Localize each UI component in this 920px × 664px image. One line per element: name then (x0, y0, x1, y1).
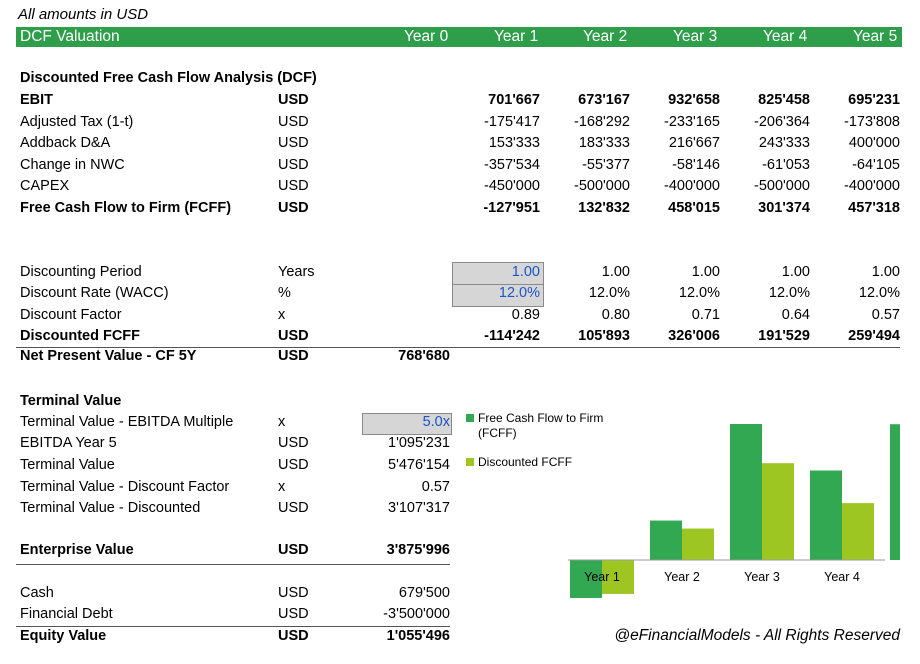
legend-swatch-1 (466, 414, 474, 422)
row-value-year-5: 12.0% (858, 285, 900, 302)
row-unit: USD (278, 135, 309, 151)
row-value-year-5: -64'105 (852, 156, 900, 173)
dcf-header-bar (16, 27, 902, 47)
bar-discounted-fcff-year-2 (682, 529, 714, 560)
row-value-year-4: 191'529 (758, 327, 810, 344)
equity-row-unit: USD (278, 585, 309, 601)
terminal-row-value: 1'095'231 (388, 435, 450, 451)
row-label: Change in NWC (20, 156, 125, 173)
terminal-row-value: 3'107'317 (388, 500, 450, 516)
equity-row-value: -3'500'000 (383, 606, 450, 622)
row-unit: % (278, 285, 291, 302)
bar-discounted-fcff-year-3 (762, 463, 794, 560)
row-value-year-4: 0.64 (781, 306, 810, 323)
row-value-year-4: 1.00 (781, 264, 810, 280)
row-value-year-3: -233'165 (664, 113, 720, 130)
row-value-year-2: -55'377 (582, 156, 630, 173)
row-label: Free Cash Flow to Firm (FCFF) (20, 199, 232, 216)
equity-row-label: Cash (20, 585, 54, 601)
row-value-year-1: 1.00 (511, 264, 540, 280)
row-label: Discounted FCFF (20, 327, 141, 344)
row-unit: USD (278, 92, 309, 108)
npv-unit: USD (278, 348, 309, 364)
row-unit: USD (278, 113, 309, 130)
row-value-year-2: 183'333 (578, 135, 630, 151)
row-value-year-3: 458'015 (668, 199, 720, 216)
terminal-row-label: Terminal Value - Discount Factor (20, 479, 230, 495)
row-unit: x (278, 306, 286, 323)
header-year-3: Year 3 (673, 28, 718, 45)
equity-value: 1'055'496 (386, 628, 450, 644)
bar-discounted-fcff-year-4 (842, 503, 874, 560)
row-value-year-1: 0.89 (511, 306, 540, 323)
row-label: Discounting Period (20, 264, 142, 280)
header-year-0: Year 0 (404, 28, 449, 45)
equity-row-unit: USD (278, 606, 309, 622)
terminal-row-label: Terminal Value - EBITDA Multiple (20, 414, 234, 430)
row-value-year-3: 12.0% (678, 285, 720, 302)
bar-fcff-year-5 (890, 424, 900, 560)
header-year-1: Year 1 (494, 28, 539, 45)
equity-total-top-border (16, 626, 450, 627)
row-value-year-3: 216'667 (668, 135, 720, 151)
terminal-row-label: EBITDA Year 5 (20, 435, 117, 451)
terminal-row-unit: x (278, 479, 286, 495)
header-year-2: Year 2 (583, 28, 628, 45)
row-label: Addback D&A (20, 135, 111, 151)
terminal-row-unit: USD (278, 435, 309, 451)
row-value-year-3: 932'658 (668, 92, 720, 108)
row-label: Discount Factor (20, 306, 122, 323)
row-value-year-4: 243'333 (758, 135, 810, 151)
bar-fcff-year-2 (650, 521, 682, 560)
row-value-year-1: -114'242 (484, 327, 540, 344)
legend-swatch-2 (466, 458, 474, 466)
row-value-year-2: 132'832 (578, 199, 630, 216)
row-value-year-4: 12.0% (768, 285, 810, 302)
equity-value-label: Equity Value (20, 628, 107, 644)
terminal-row-value: 5'476'154 (388, 457, 450, 473)
fcff-chart (460, 400, 900, 610)
row-unit: USD (278, 327, 309, 344)
row-value-year-5: 0.57 (871, 306, 900, 323)
currency-note: All amounts in USD (18, 6, 149, 23)
row-label: EBIT (20, 92, 54, 108)
row-value-year-5: 695'231 (848, 92, 900, 108)
x-tick-label: Year 2 (664, 570, 700, 584)
enterprise-bottom-border (16, 564, 450, 565)
row-value-year-1: -175'417 (484, 113, 540, 130)
enterprise-value-unit: USD (278, 542, 309, 558)
equity-row-label: Financial Debt (20, 606, 113, 622)
row-label: Adjusted Tax (1-t) (20, 113, 134, 130)
terminal-row-value: 0.57 (421, 479, 450, 495)
header-year-5: Year 5 (853, 28, 898, 45)
row-value-year-5: 457'318 (848, 199, 900, 216)
row-value-year-2: -500'000 (574, 178, 630, 194)
enterprise-value-label: Enterprise Value (20, 542, 134, 558)
row-label: CAPEX (20, 178, 70, 194)
npv-value: 768'680 (398, 348, 450, 364)
copyright-footer: @eFinancialModels - All Rights Reserved (614, 627, 900, 644)
row-value-year-5: 1.00 (871, 264, 900, 280)
terminal-row-label: Terminal Value - Discounted (20, 500, 201, 516)
row-value-year-1: -450'000 (484, 178, 540, 194)
terminal-title: Terminal Value (20, 393, 122, 409)
equity-row-value: 679'500 (398, 585, 450, 601)
row-value-year-2: 0.80 (601, 306, 630, 323)
row-value-year-3: 326'006 (668, 327, 720, 344)
x-tick-label: Year 3 (744, 570, 780, 584)
row-unit: USD (278, 156, 309, 173)
row-value-year-3: 0.71 (691, 306, 720, 323)
row-value-year-1: 12.0% (498, 285, 540, 302)
row-value-year-5: 259'494 (848, 327, 900, 344)
header-title: DCF Valuation (20, 28, 120, 45)
row-value-year-3: -58'146 (672, 156, 720, 173)
legend-label-1: (FCFF) (478, 426, 517, 440)
row-value-year-1: 153'333 (488, 135, 540, 151)
row-value-year-1: -357'534 (484, 156, 540, 173)
row-value-year-4: 301'374 (758, 199, 810, 216)
row-value-year-4: -500'000 (754, 178, 810, 194)
row-value-year-1: 701'667 (488, 92, 540, 108)
dcf-section-title: Discounted Free Cash Flow Analysis (DCF) (20, 70, 317, 86)
enterprise-value: 3'875'996 (386, 542, 450, 558)
x-tick-label: Year 1 (584, 570, 620, 584)
row-value-year-4: -61'053 (762, 156, 810, 173)
row-value-year-5: 400'000 (848, 135, 900, 151)
row-value-year-1: -127'951 (483, 199, 540, 216)
row-value-year-4: 825'458 (758, 92, 810, 108)
terminal-row-unit: USD (278, 457, 309, 473)
header-year-4: Year 4 (763, 28, 808, 45)
row-value-year-5: -400'000 (844, 178, 900, 194)
legend-label-2: Discounted FCFF (478, 455, 573, 469)
row-value-year-3: 1.00 (691, 264, 720, 280)
terminal-row-unit: USD (278, 500, 309, 516)
row-value-year-5: -173'808 (844, 113, 900, 130)
x-tick-label: Year 4 (824, 570, 860, 584)
terminal-row-value: 5.0x (422, 414, 450, 430)
row-label: Discount Rate (WACC) (20, 285, 169, 302)
row-value-year-2: -168'292 (574, 113, 630, 130)
terminal-row-label: Terminal Value (20, 457, 115, 473)
bar-fcff-year-3 (730, 424, 762, 560)
row-value-year-2: 673'167 (578, 92, 630, 108)
row-value-year-4: -206'364 (754, 113, 810, 130)
row-value-year-2: 1.00 (601, 264, 630, 280)
row-value-year-2: 105'893 (578, 327, 630, 344)
legend-label-1: Free Cash Flow to Firm (478, 411, 604, 425)
npv-label: Net Present Value - CF 5Y (20, 348, 197, 364)
row-unit: USD (278, 199, 309, 216)
row-unit: USD (278, 178, 309, 194)
terminal-row-unit: x (278, 414, 286, 430)
row-unit: Years (278, 264, 315, 280)
bar-fcff-year-4 (810, 471, 842, 560)
equity-value-unit: USD (278, 628, 309, 644)
row-value-year-3: -400'000 (664, 178, 720, 194)
row-value-year-2: 12.0% (588, 285, 630, 302)
